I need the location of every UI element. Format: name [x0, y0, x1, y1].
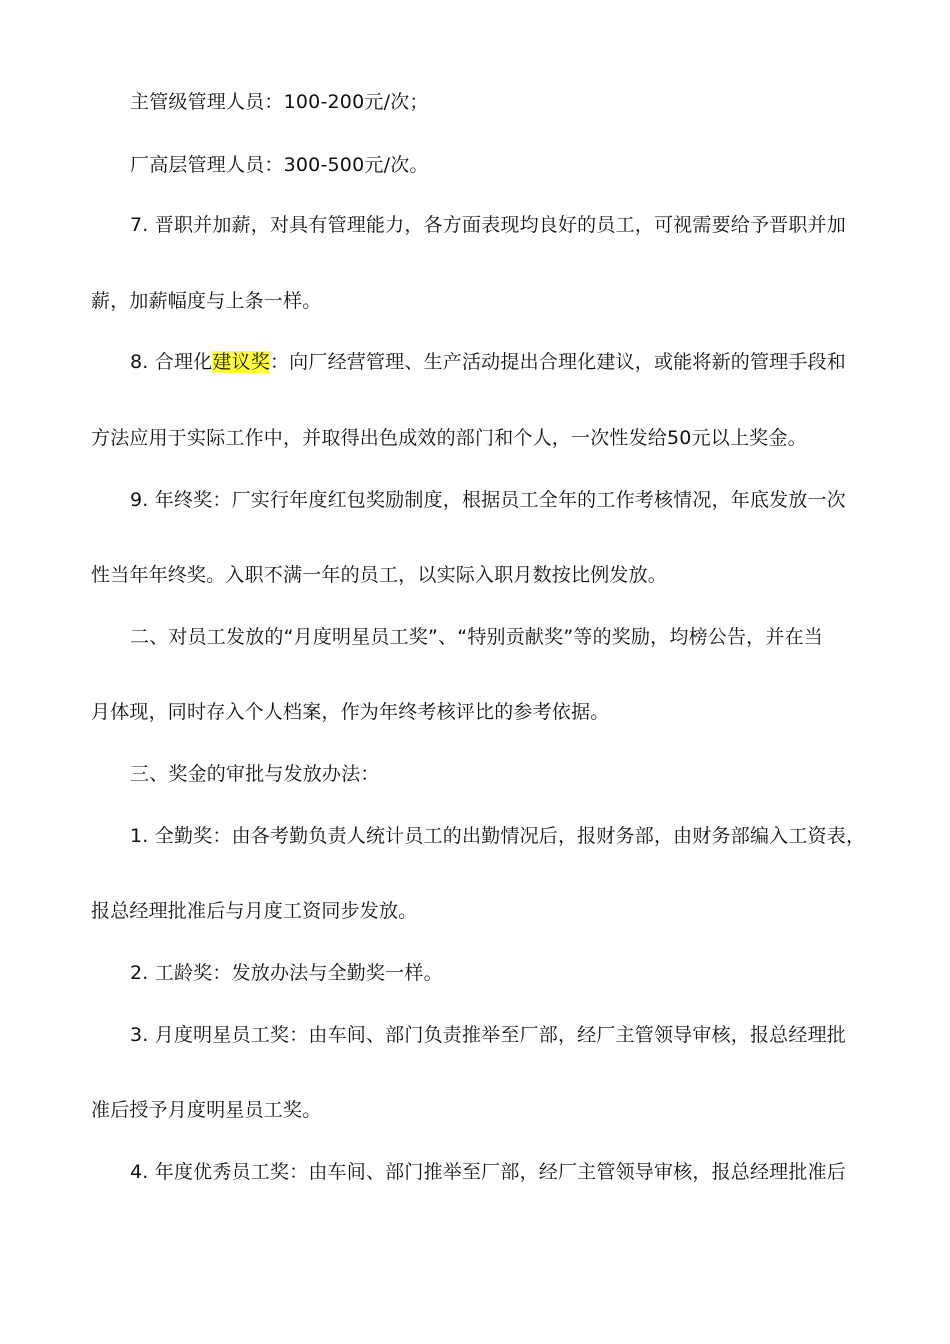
line-segment: 8. 合理化: [130, 351, 213, 373]
line-segment: ：向厂经营管理、生产活动提出合理化建议，或能将新的管理手段和: [269, 351, 846, 373]
highlighted-text: 建议奖: [212, 351, 270, 373]
paragraph-line: 准后授予月度明星员工奖。: [91, 1099, 322, 1121]
paragraph-line: 主管级管理人员：100-200元/次；: [130, 91, 429, 113]
paragraph-line: 2. 工龄奖：发放办法与全勤奖一样。: [130, 962, 443, 984]
paragraph-line: 3. 月度明星员工奖：由车间、部门负责推举至厂部，经厂主管领导审核，报总经理批: [130, 1024, 846, 1046]
paragraph-line: 7. 晋职并加薪，对具有管理能力，各方面表现均良好的员工，可视需要给予晋职并加: [130, 214, 846, 236]
paragraph-line: 报总经理批准后与月度工资同步发放。: [91, 900, 418, 922]
paragraph-line: 9. 年终奖：厂实行年度红包奖励制度，根据员工全年的工作考核情况，年底发放一次: [130, 489, 846, 511]
paragraph-line: 1. 全勤奖：由各考勤负责人统计员工的出勤情况后，报财务部，由财务部编入工资表，: [130, 825, 866, 847]
paragraph-line: 性当年年终奖。入职不满一年的员工，以实际入职月数按比例发放。: [91, 564, 668, 586]
paragraph-line: 二、对员工发放的“月度明星员工奖”、“特别贡献奖”等的奖励，均榜公告，并在当: [130, 626, 823, 648]
paragraph-line: 月体现，同时存入个人档案，作为年终考核评比的参考依据。: [91, 701, 610, 723]
paragraph-line: 4. 年度优秀员工奖：由车间、部门推举至厂部，经厂主管领导审核，报总经理批准后: [130, 1161, 846, 1183]
paragraph-line: 方法应用于实际工作中，并取得出色成效的部门和个人，一次性发给50元以上奖金。: [91, 427, 807, 449]
paragraph-line: [130, 349, 846, 375]
section-heading: 三、奖金的审批与发放办法：: [130, 763, 380, 785]
paragraph-line: 厂高层管理人员：300-500元/次。: [130, 154, 429, 176]
paragraph-line: 薪，加薪幅度与上条一样。: [91, 290, 322, 312]
